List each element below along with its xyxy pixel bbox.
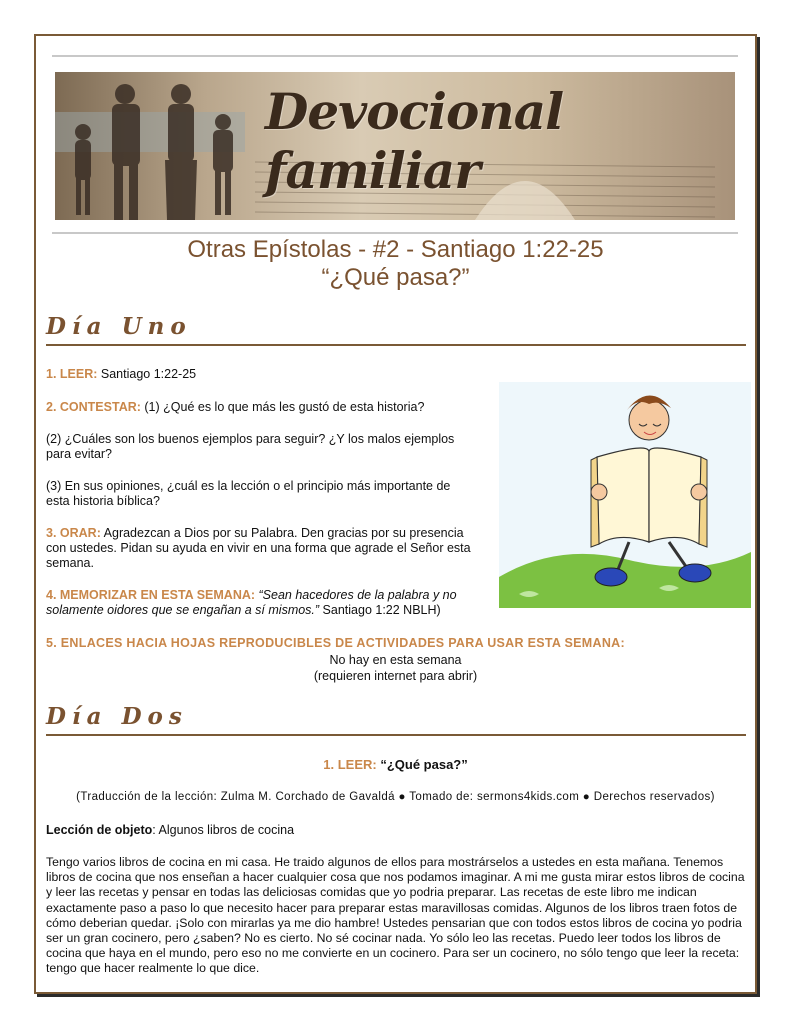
day-two-heading: Día Dos [46,703,188,730]
links-label: 5. ENLACES HACIA HOJAS REPRODUCIBLES DE ACTIVIDADES PARA USAR ESTA SEMANA: [46,636,625,650]
memorize-reference: Santiago 1:22 NBLH) [319,603,441,617]
banner-title: Devocional familiar [265,82,564,200]
banner-box [52,55,738,234]
links-line-1: No hay en esta semana [329,653,462,667]
answer-label: 2. CONTESTAR: [46,400,141,414]
day2-read [0,757,791,772]
question-3: (3) En sus opiniones, ¿cuál es la lección o el principio más importante de esta historia bíblica? [46,479,451,508]
links-line-2: (requieren internet para abrir) [313,669,478,683]
memorize-quote: “Sean hacedores de la palabra y no solamente oidores que se engañan a sí mismos.” [46,588,457,617]
banner-image [55,72,735,220]
day1-memorize [46,588,486,618]
memorize-label: 4. MEMORIZAR EN ESTA SEMANA: [46,588,256,602]
translation-credits: (Traducción de la lección: Zulma M. Corchado de Gavaldá ● Tomado de: sermons4kids.com ● Derechos reservados) [76,791,715,803]
pray-label: 3. ORAR: [46,526,101,540]
read-text: Santiago 1:22-25 [97,367,197,381]
read-label: 1. LEER: [46,367,98,381]
object-lesson-label: Lección de objeto [46,823,153,837]
question-1: (1) ¿Qué es lo que más les gustó de esta historia? [140,400,425,414]
day-one-heading: Día Uno [46,313,192,340]
lesson-body: Tengo varios libros de cocina en mi casa. He traido algunos de ellos para mostrárselos a ustedes en esta mañana. Tenemos libros de cocina que nos enseñan a hacer cualquier cosa que nos podamos imaginar. A mi me gusta mirar estos libros de cocina y leer las recetas y pensar en todas las deliciosas comidas que yo podria preparar. Las recetas de este libro me indican exactamente paso a paso lo que necesito hacer para preparar estas maravillosas comidas. Algunos de los libros traen fotos de cómo deberian quedar. ¡Solo con mirarlas ya me dio hambre! Ustedes pensarian que con todos estos libros de cocina yo podria ser un gran cocinero, pero ¿saben? No es cierto. No sé cocinar nada. Yo sólo leo las recetas. Puedo leer todos los libros de cocina que haya en el mundo, pero eso no me convierte en un cocinero. Para ser un cocinero, no sólo tengo que leer la receta: tengo que hacer realmente lo que dice. [46,855,745,976]
object-lesson-text: : Algunos libros de cocina [152,823,295,837]
question-2: (2) ¿Cuáles son los buenos ejemplos para seguir? ¿Y los malos ejemplos para evitar? [46,432,455,461]
day2-read-label: 1. LEER: [323,757,377,772]
day2-read-title: “¿Qué pasa?” [376,757,468,772]
day1-pray [46,526,486,571]
day-one-rule [46,344,746,346]
day-two-rule [46,734,746,736]
day1-answer [46,400,486,415]
object-lesson [46,823,746,838]
lesson-title-line2: “¿Qué pasa?” [321,264,470,291]
pray-text: Agradezcan a Dios por su Palabra. Den gracias por su presencia con ustedes. Pidan su ayuda en vivir en una forma que agrade el Señor esta semana. [46,526,471,570]
day1-read [46,367,486,382]
child-reading-illustration [499,382,751,608]
lesson-title-line1: Otras Epístolas - #2 - Santiago 1:22-25 [187,236,604,263]
